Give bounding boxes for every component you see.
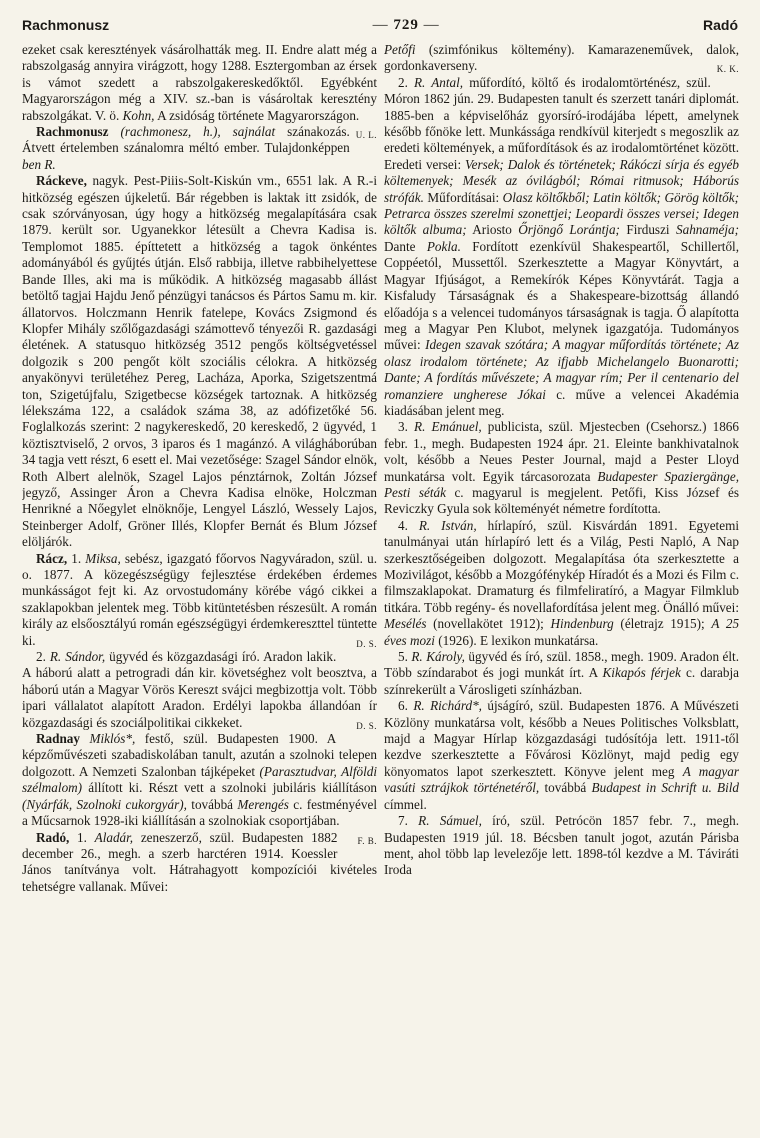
work-title: Őrjöngő Lorántja;: [518, 222, 620, 238]
author-ref: Kohn,: [122, 107, 155, 123]
entry-text: c. magyarul is megjelent. Petőfi, Kiss József és Reviczky Gyula sok költeményét németre fordította.: [384, 484, 739, 517]
work-title: Budapester Spaziergänge, Pesti séták: [384, 468, 739, 500]
entry-text: c. festményével a Műcsarnok 1928-iki kiállításán a szolnokiak csoportjában.: [22, 796, 377, 829]
entry-text: Fordított ezenkívül Shakespeartől, Schillertől, Coppéetól, Mussettől. Szerkesztette a Magyar Könyvtárt, a Magyar Ifjúságot, a Remekírók Képes Könyvtárát. Tagja a Kisfaludy Társaságnak és a Shakespeare-bizottság állandó előadója s a velencei tudományos társaságnak is tagja. Ő alapította meg a Magyar Pen Klubot, melynek igazgatója. Tudományos művei:: [384, 238, 739, 353]
entry-rachmonusz: [22, 124, 377, 173]
work-title: Olasz költőkből; Latin költők; Görög költők; Petrarca összes szerelmi szonettjei; Leopardi összes versei; Idegen költők albuma;: [384, 189, 739, 238]
work-title: Versek; Dalok és történetek; Rákóczi sírja és egyéb költemenyek; Mesék az óvilágból; Római ritmusok; Háborús strófák.: [384, 156, 739, 205]
entry-text: továbbá: [544, 780, 587, 796]
subentry-number: 6.: [398, 698, 408, 714]
entry-text: Ariosto: [472, 222, 512, 238]
entry-continuation: [384, 42, 739, 75]
entry-text: hírlapíró, szül. Kisvárdán 1891. Egyetemi tanulmányai után hírlapíró lett és a Világ, Pesti Napló, A Nap szerkesztőségeiben dolgozott. Megalapítása óta szerkesztette a Mozivilágot, később a Mozgófénykép Híradót és a Mozi és Film c. filmszaklapokat. Dramaturg és filmfeliratíró, a Magyar Filmklub titkára. Több regény- és novellafordítása jelent meg. Önálló művei:: [384, 517, 739, 615]
author-signature: D. S.: [356, 638, 377, 649]
entry-text: (novellakötet 1912);: [433, 616, 544, 632]
entry-rado-2: [384, 75, 739, 420]
entry-headword: Radnay: [36, 731, 80, 747]
entry-text: műfordító, költő és irodalomtörténész, szül. Móron 1862 jún. 29. Budapesten tanult és szerzett tanári diplomát. 1885-ben a képviselőház gyorsíró-irodájába lépett, amelynek később főnöke lett. Munkássága rendkívül kiterjedt s megoszlik az eredeti költemények, a műfordítások és az irodalomtörténet között. Eredeti versei:: [384, 74, 739, 172]
work-title: Budapest in Schrift u. Bild: [591, 780, 739, 796]
subentry-name: R. Richárd*,: [413, 698, 482, 714]
work-title: Sahnaméja;: [676, 222, 739, 238]
entry-rackeve: [22, 173, 377, 550]
page-header: [22, 14, 738, 36]
entry-rado-3: [384, 419, 739, 517]
subentry-number: 2.: [36, 649, 46, 665]
entry-text: ügyvéd és író, szül. 1858., megh. 1909. Aradon élt. Több színdarabot és jogi munkát írt. A: [384, 649, 739, 681]
work-title: A 25 éves mozi: [384, 616, 739, 648]
entry-text: Műfordításai:: [427, 189, 500, 205]
entry-etymology: (rachmonesz, h.), sajnálat: [120, 124, 276, 140]
entry-text: ezeket csak keresztények vásárolhatták meg. II. Endre alatt még a rabszolgaság annyira virágzott, hogy 1288. Esztergomban az érsek is vámot szedett a rabszolgakereskedőktől. Egyébként Magyarországon még a XIV. sz.-ban is vásároltak keresztény rabszolgákat. V. ö.: [22, 42, 377, 123]
subentry-number: 7.: [398, 813, 408, 829]
subentry-name: R. István,: [418, 517, 477, 533]
entry-headword: Ráckeve,: [36, 173, 87, 189]
entry-text: Dante: [384, 238, 416, 254]
entry-text: A zsidóság története Magyarországon.: [157, 107, 360, 123]
subentry-number: 1.: [77, 829, 87, 845]
entry-text: állított ki. Részt vett a szolnoki jubiláris kiállításon: [88, 780, 377, 796]
work-title: Merengés: [237, 796, 289, 812]
entry-racz: [22, 551, 377, 649]
left-column: [22, 42, 377, 1132]
subentry-number: 5.: [398, 649, 408, 665]
author-signature: D. S.: [356, 720, 377, 731]
subentry-number: 1.: [71, 550, 82, 566]
entry-headword: Rachmonusz: [36, 124, 109, 140]
subentry-name: R. Emánuel,: [414, 419, 482, 435]
subentry-name: R. Károly,: [411, 649, 465, 665]
work-title: A magyar vasúti sztrájkok történetéről,: [384, 763, 739, 796]
work-title: (Parasztudvar, Alföldi szélmalom): [22, 763, 377, 796]
entry-headword: Rácz,: [36, 550, 68, 566]
entry-text: (szimfónikus költemény). Kamarazeneművek, dalok, gordonkaverseny.: [384, 42, 739, 74]
subentry-name: R. Sámuel,: [418, 813, 482, 829]
author-signature: K. K.: [716, 64, 739, 75]
work-title: Kikapós férjek: [602, 665, 681, 681]
entry-rado-4: [384, 518, 739, 649]
entry-rado-6: [384, 698, 739, 813]
subentry-name: Aladár,: [94, 829, 134, 845]
entry-rado: [22, 830, 377, 896]
page-number: — 729 —: [373, 17, 440, 34]
entry-rado-5: [384, 649, 739, 698]
work-title: Hindenburg: [550, 616, 614, 632]
entry-text: publicista, szül. Mjestecben (Csehorsz.) 1866 febr. 1., megh. Budapesten 1924 ápr. 21. Eleinte bankhivatalnok volt, később a Neues Pester Journal, majd a Pester Lloyd munkatársa volt. Egyik tárcasorozata: [384, 419, 739, 484]
entry-text: ügyvéd és közgazdasági író. Aradon lakik. A háború alatt a petrogradi dán kir. követséghez volt beosztva, a háború után a Magyar Vörös Kereszt svájci megbizottja volt. Több ipari vállalatot alapított Aradon. Erdélyi lapokba állandóan ír közgazdasági és szociálpolitikai cikkeket.: [22, 649, 377, 730]
entry-racz-2: [22, 649, 377, 731]
header-right-keyword: Radó: [703, 17, 738, 33]
entry-headword: Radó,: [36, 829, 70, 845]
entry-text: címmel.: [384, 796, 427, 812]
header-left-keyword: Rachmonusz: [22, 17, 110, 33]
entry-text: szánakozás. Átvett értelemben szánalomra méltó ember. Tulajdonképpen: [22, 124, 350, 156]
entry-text: újságíró, szül. Budapesten 1876. A Művészeti Közlöny munkatársa volt, később a Neues Politisches Volksblatt, majd a Magyar Hírlap közgazdasági tudósítója lett. 1911-től kezdve szerkesztette a Fővárosi Közlönyt, majd pedig egy könyomatos lapot szerkesztett. Könyve jelent meg: [384, 698, 739, 779]
entry-text: c. darabja színrekerült a Városligeti színházban.: [384, 665, 739, 697]
author-signature: U. L.: [355, 130, 377, 141]
author-signature: F. B.: [357, 835, 377, 846]
entry-text: nagyk. Pest-Piiis-Solt-Kiskún vm., 6551 lak. A R.-i hitközség egészen újkeletű. Bár régebben is laktak itt zsidók, de csak szórványosan, úgy hogy a hitközség megalapítására csak 1879. került sor. Ugyanekkor létesült a Chevra Kadisa is. Templomot 1885. építtetett a hitközség a tagok önkéntes adományából és gyűjtés útján. Első rabbija, illetve rabbihelyettese Bande Illes, aki ma is működik. A hitközség magasabb állást betöltő tagjai Hajdu Jenő pénzügyi tanácsos és Pártos Samu m. kir. állatorvos. Holczmann Henrik fatelepe, Kovács Zsigmond és Klopfer Mihály szőlőgazdasági számottevő tényezői R. gazdasági életének. A statusquo hitközség 3512 pengős költségvetéssel dolgozik s 200 pengőt költ szociális célokra. A hitközség anyakönyvi területéhez Pereg, Lacháza, Aporka, Szigetszentmá ton, Szigetújfalu, Szigetbecse községek tartoznak. A hitközség lélekszáma 122, a családok száma 38, az adófizetőké 56. Foglalkozás szerint: 2 nagykereskedő, 20 kereskedő, 2 ügyvéd, 1 köztisztviselő, 2 orvos, 3 iparos és 1 magánzó. A világháborúban 34 tagja vett részt, 6 esett el. Mai vezetősége: Szagel Sándor elnök, Roth Albert alelnök, Szagel Lajos pénztárnok, Zoltán József jegyző, Assinger Áron a Chevra Kadisa elnöke, Holczman Henrikné a Nőegylet elnöknője, Lengyel László, Wessely Lajos, Steinberger Adolf, Gröner Illés, Klopfer Bernát és Blum József elöljárók.: [22, 173, 377, 550]
work-title: (Nyárfák, Szolnoki cukorgyár),: [22, 796, 187, 812]
entry-text: zeneszerző, szül. Budapesten 1882 december 26., megh. a szerb harctéren 1914. Koessler János tanítványa volt. Hátrahagyott kompozíciói kivételes tehetségre vallanak. Művei:: [22, 829, 377, 894]
work-title: Idegen szavak szótára; A magyar műfordítás története; Az olasz irodalom története; Az ifjabb Michelangelo Buonarotti; Dante; A fordítás művészete; A magyar rím; Per il centenario del romanziere ungherese Jókai: [384, 337, 739, 402]
subentry-name: R. Sándor,: [49, 649, 106, 665]
subentry-number: 4.: [398, 517, 408, 533]
work-title: Mesélés: [384, 616, 427, 632]
subentry-name: Miklós*,: [89, 731, 136, 747]
work-title: Petőfi: [384, 42, 416, 57]
entry-text: c. műve a velencei Akadémia kiadásában jelent meg.: [384, 386, 739, 418]
entry-ref: ben R.: [22, 156, 56, 172]
entry-text: továbbá: [191, 796, 234, 812]
entry-text: Firduszi: [626, 222, 670, 238]
entry-text: író, szül. Petrócön 1857 febr. 7., megh. Budapesten 1919 júl. 18. Bécsben tanult jogot, azután Párisba ment, ahol több lap levelezője lett. 1898-tól kezdve a M. Táviráti Iroda: [384, 813, 739, 878]
entry-text: sebész, igazgató főorvos Nagyváradon, szül. u. o. 1877. A közegészségügy fejlesztése érdekében érdemes munkásságot fejt ki. Az orvostudomány körébe vágó cikkei a szaklapokban jelentek meg. Több kitüntetésben részesült. A román király az elsőosztályú román egészségügyi érdemkereszttel tüntette ki.: [22, 550, 377, 648]
right-column: [384, 42, 739, 1132]
entry-text: festő, szül. Budapesten 1900. A képzőművészeti szabadiskolában tanult, azután a szolnoki telepen dolgozott. A Nemzeti Szalonban tájképeket: [22, 731, 377, 779]
subentry-name: Miksa,: [85, 550, 121, 566]
entry-rado-7: [384, 813, 739, 879]
entry-text: (1926). E lexikon munkatársa.: [438, 632, 599, 648]
entry-text: (életrajz 1915);: [620, 616, 705, 632]
subentry-number: 3.: [398, 419, 408, 435]
subentry-number: 2.: [398, 74, 408, 90]
subentry-name: R. Antal,: [414, 74, 464, 90]
work-title: Pokla.: [426, 238, 461, 254]
